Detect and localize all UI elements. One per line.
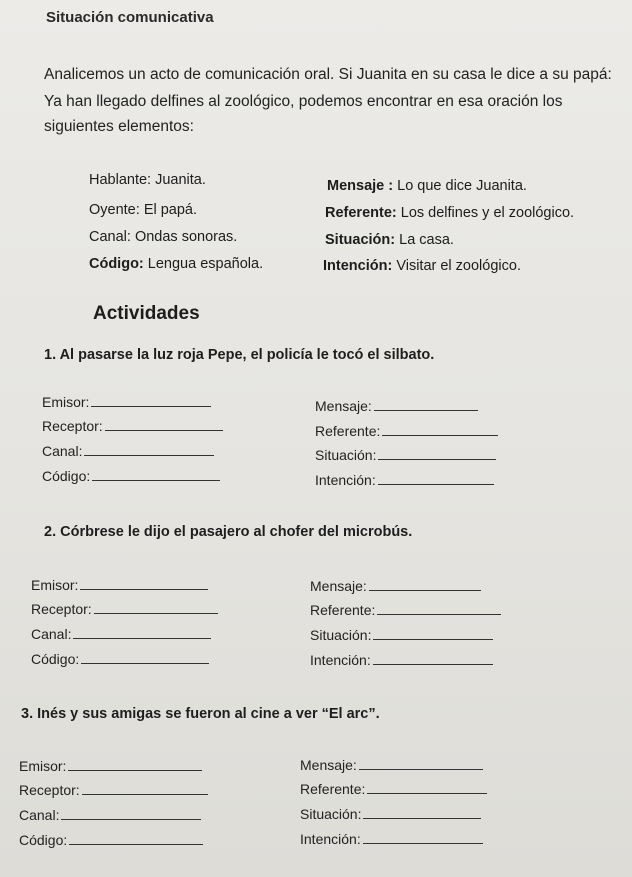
activity-2-receptor-blank[interactable]	[94, 612, 218, 614]
activity-1-receptor	[42, 418, 223, 434]
activity-3-receptor	[19, 782, 208, 798]
activity-2-mensaje-label: Mensaje:	[310, 578, 367, 594]
example-referente-value: Los delfines y el zoológico.	[400, 205, 575, 221]
intro-line-3: siguientes elementos:	[44, 118, 194, 135]
example-canal-label: Canal:	[89, 229, 131, 245]
activity-2-mensaje-blank[interactable]	[369, 589, 481, 591]
activity-1-mensaje-blank[interactable]	[374, 409, 478, 411]
activity-1-mensaje-label: Mensaje:	[315, 398, 372, 414]
example-referente-label: Referente:	[325, 205, 397, 221]
example-codigo-label: Código:	[89, 256, 144, 272]
activity-2-codigo-blank[interactable]	[81, 662, 209, 664]
activity-1-situacion	[315, 447, 496, 463]
example-hablante	[89, 172, 206, 188]
activity-1-intencion-label: Intención:	[315, 472, 376, 488]
activity-3-intencion	[300, 831, 483, 847]
activity-1-intencion	[315, 472, 494, 488]
activity-3-codigo-blank[interactable]	[69, 843, 203, 845]
activity-2-situacion	[310, 627, 493, 643]
activity-1-receptor-label: Receptor:	[42, 418, 103, 434]
activity-3-canal-label: Canal:	[19, 807, 60, 823]
activity-3-canal	[19, 807, 201, 823]
activity-3-referente	[300, 781, 487, 797]
activity-3-mensaje	[300, 757, 483, 773]
activity-1-canal-label: Canal:	[42, 443, 83, 459]
activity-3-situacion-blank[interactable]	[363, 817, 481, 819]
activity-3-intencion-blank[interactable]	[363, 842, 483, 844]
activity-1-intencion-blank[interactable]	[378, 483, 494, 485]
activity-1-emisor-blank[interactable]	[91, 405, 211, 407]
example-referente	[325, 205, 574, 221]
activity-2-canal-blank[interactable]	[73, 637, 211, 639]
activity-1-situacion-label: Situación:	[315, 447, 377, 463]
activity-1-mensaje	[315, 398, 478, 414]
example-codigo-value: Lengua española.	[147, 256, 264, 272]
activity-2-codigo	[31, 651, 209, 667]
activity-3-mensaje-blank[interactable]	[359, 768, 483, 770]
example-canal-value: Ondas sonoras.	[134, 229, 238, 245]
activity-3-codigo	[19, 832, 203, 848]
activity-3-canal-blank[interactable]	[61, 818, 201, 820]
intro-line-2: Ya han llegado delfines al zoológico, podemos encontrar en esa oración los	[44, 93, 563, 110]
activity-2-intencion-label: Intención:	[310, 652, 371, 668]
example-codigo	[89, 256, 263, 272]
intro-line-1: Analicemos un acto de comunicación oral. Si Juanita en su casa le dice a su papá:	[44, 66, 612, 83]
activity-2-situacion-blank[interactable]	[373, 638, 493, 640]
activity-3-codigo-label: Código:	[19, 832, 68, 848]
example-situacion	[325, 232, 454, 248]
activity-1-codigo-label: Código:	[42, 468, 91, 484]
example-intencion-label: Intención:	[323, 258, 393, 274]
activity-1-codigo	[42, 468, 220, 484]
activity-1-codigo-blank[interactable]	[92, 479, 220, 481]
activity-1-canal	[42, 443, 214, 459]
activity-3-referente-label: Referente:	[300, 781, 366, 797]
activity-2-referente-blank[interactable]	[377, 613, 501, 615]
activity-2-referente	[310, 602, 501, 618]
activity-1-referente-label: Referente:	[315, 423, 381, 439]
example-mensaje-value: Lo que dice Juanita.	[397, 178, 527, 194]
example-intencion-value: Visitar el zoológico.	[396, 258, 521, 274]
activity-3-intencion-label: Intención:	[300, 831, 361, 847]
example-hablante-label: Hablante:	[89, 172, 152, 188]
example-situacion-value: La casa.	[399, 232, 454, 248]
example-mensaje	[327, 178, 527, 194]
activity-2-emisor-blank[interactable]	[80, 588, 208, 590]
example-intencion	[323, 258, 521, 274]
activity-1-situacion-blank[interactable]	[378, 458, 496, 460]
activity-3-emisor	[19, 758, 202, 774]
activity-2-receptor	[31, 601, 218, 617]
activity-3-emisor-blank[interactable]	[68, 769, 202, 771]
example-hablante-value: Juanita.	[155, 172, 206, 188]
activity-3-situacion-label: Situación:	[300, 806, 362, 822]
activity-2-situacion-label: Situación:	[310, 627, 372, 643]
activity-3-mensaje-label: Mensaje:	[300, 757, 357, 773]
activity-2-referente-label: Referente:	[310, 602, 376, 618]
example-oyente-value: El papá.	[143, 202, 198, 218]
activity-1-prompt: 1. Al pasarse la luz roja Pepe, el policía le tocó el silbato.	[44, 347, 435, 363]
activity-3-prompt: 3. Inés y sus amigas se fueron al cine a ver “El arc”.	[21, 706, 380, 722]
example-oyente-label: Oyente:	[89, 202, 140, 218]
activity-2-receptor-label: Receptor:	[31, 601, 92, 617]
example-canal	[89, 229, 237, 245]
activity-2-prompt: 2. Córbrese le dijo el pasajero al chofer del microbús.	[44, 524, 413, 540]
page-title: Situación comunicativa	[46, 9, 214, 26]
activity-1-canal-blank[interactable]	[84, 454, 214, 456]
activity-2-mensaje	[310, 578, 481, 594]
activities-heading: Actividades	[93, 303, 200, 324]
example-oyente	[89, 202, 197, 218]
activity-3-receptor-blank[interactable]	[82, 793, 208, 795]
activity-2-intencion-blank[interactable]	[373, 663, 493, 665]
activity-2-canal	[31, 626, 211, 642]
activity-2-emisor	[31, 577, 208, 593]
activity-1-receptor-blank[interactable]	[105, 429, 223, 431]
activity-2-codigo-label: Código:	[31, 651, 80, 667]
activity-1-emisor	[42, 394, 211, 410]
activity-2-emisor-label: Emisor:	[31, 577, 79, 593]
activity-1-referente	[315, 423, 498, 439]
activity-3-emisor-label: Emisor:	[19, 758, 67, 774]
activity-2-canal-label: Canal:	[31, 626, 72, 642]
example-situacion-label: Situación:	[325, 232, 396, 248]
activity-3-referente-blank[interactable]	[367, 792, 487, 794]
activity-1-referente-blank[interactable]	[382, 434, 498, 436]
example-mensaje-label: Mensaje :	[327, 178, 394, 194]
activity-2-intencion	[310, 652, 493, 668]
activity-3-situacion	[300, 806, 481, 822]
activity-1-emisor-label: Emisor:	[42, 394, 90, 410]
activity-3-receptor-label: Receptor:	[19, 782, 80, 798]
